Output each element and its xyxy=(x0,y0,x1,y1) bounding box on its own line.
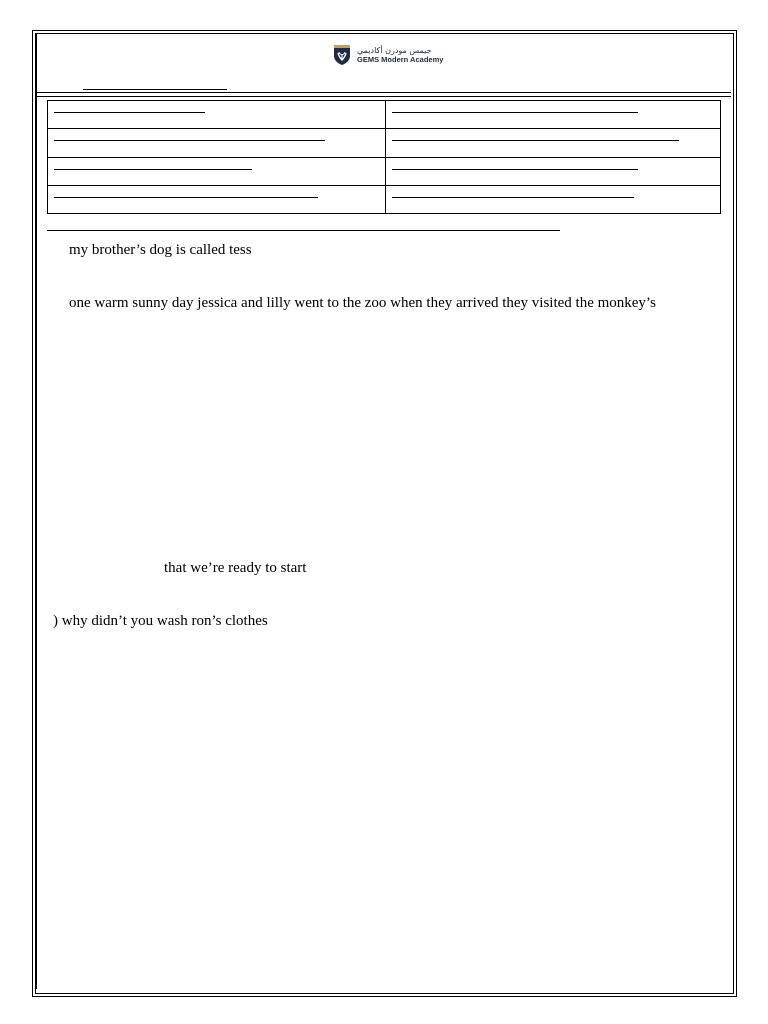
blank-line xyxy=(392,169,638,170)
info-cell[interactable] xyxy=(386,157,721,185)
blank-line xyxy=(54,169,252,170)
sentence-4: ) why didn’t you wash ron’s clothes xyxy=(53,613,268,629)
info-cell[interactable] xyxy=(48,185,386,213)
info-cell[interactable] xyxy=(386,101,721,129)
table-row xyxy=(48,185,721,213)
page-border-inner xyxy=(36,34,37,989)
blank-line xyxy=(54,197,318,198)
school-logo xyxy=(333,44,443,66)
blank-line xyxy=(54,140,325,141)
blank-line xyxy=(54,112,205,113)
sentence-3: that we’re ready to start xyxy=(164,560,307,576)
info-cell[interactable] xyxy=(48,129,386,157)
logo-english-text: GEMS Modern Academy xyxy=(357,54,444,64)
info-cell[interactable] xyxy=(386,185,721,213)
table-row xyxy=(48,157,721,185)
sentence-2: one warm sunny day jessica and lilly went to the zoo when they arrived they visited the monkey’s xyxy=(69,295,656,311)
table-row xyxy=(48,101,721,129)
shield-logo-icon xyxy=(333,44,351,66)
header-divider xyxy=(36,92,731,97)
logo-arabic-text: جيمس مودرن أكاديمي xyxy=(357,45,432,55)
info-cell[interactable] xyxy=(48,157,386,185)
table-row xyxy=(48,129,721,157)
logo-wordmark xyxy=(357,47,443,64)
blank-line xyxy=(392,112,638,113)
info-cell[interactable] xyxy=(48,101,386,129)
header-blank-line xyxy=(83,89,227,90)
sentence-1: my brother’s dog is called tess xyxy=(69,242,252,258)
student-info-table xyxy=(47,100,721,214)
info-cell[interactable] xyxy=(386,129,721,157)
blank-line xyxy=(392,197,634,198)
title-blank-line xyxy=(47,230,560,231)
blank-line xyxy=(392,140,679,141)
